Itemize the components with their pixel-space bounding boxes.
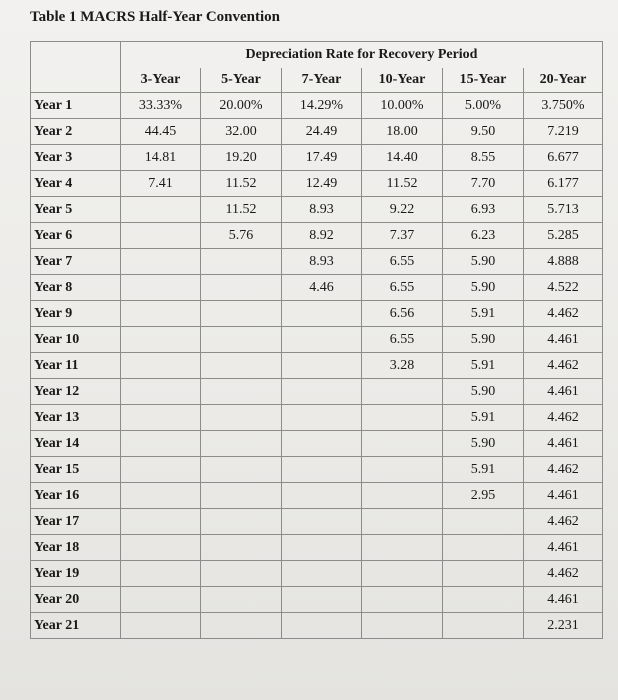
rate-cell: 6.55 (362, 249, 443, 275)
rate-cell: 5.90 (443, 275, 524, 301)
row-label: Year 15 (31, 457, 121, 483)
rate-cell (282, 353, 362, 379)
rate-cell: 5.76 (201, 223, 282, 249)
rate-cell: 6.23 (443, 223, 524, 249)
rate-cell (121, 613, 201, 639)
rate-cell: 7.219 (524, 119, 603, 145)
rate-cell: 4.462 (524, 301, 603, 327)
rate-cell: 7.37 (362, 223, 443, 249)
rate-cell (362, 535, 443, 561)
rate-cell (362, 587, 443, 613)
rate-cell (201, 457, 282, 483)
rate-cell: 6.55 (362, 275, 443, 301)
rate-cell (201, 405, 282, 431)
rate-cell: 14.40 (362, 145, 443, 171)
rate-cell (362, 483, 443, 509)
table-row (31, 171, 603, 197)
rate-cell: 14.81 (121, 145, 201, 171)
rate-cell: 32.00 (201, 119, 282, 145)
row-label: Year 6 (31, 223, 121, 249)
rate-cell (201, 509, 282, 535)
rate-cell (121, 457, 201, 483)
rate-cell (201, 483, 282, 509)
rate-cell: 4.461 (524, 587, 603, 613)
rate-cell: 24.49 (282, 119, 362, 145)
rate-cell: 8.93 (282, 197, 362, 223)
rate-cell (121, 431, 201, 457)
rate-cell: 20.00% (201, 93, 282, 119)
rate-cell: 4.462 (524, 457, 603, 483)
rate-cell: 6.93 (443, 197, 524, 223)
row-label: Year 9 (31, 301, 121, 327)
table-row (31, 561, 603, 587)
row-label: Year 3 (31, 145, 121, 171)
column-header-15-year: 15-Year (443, 68, 524, 93)
rate-cell: 11.52 (362, 171, 443, 197)
rate-cell (121, 353, 201, 379)
rate-cell (201, 587, 282, 613)
rate-cell: 2.95 (443, 483, 524, 509)
rate-cell (362, 457, 443, 483)
rate-cell: 7.41 (121, 171, 201, 197)
rate-cell (282, 457, 362, 483)
rate-cell (362, 509, 443, 535)
rate-cell (121, 561, 201, 587)
rate-cell: 5.91 (443, 301, 524, 327)
rate-cell (121, 405, 201, 431)
rate-cell (282, 587, 362, 613)
group-header: Depreciation Rate for Recovery Period (121, 42, 603, 69)
rate-cell: 7.70 (443, 171, 524, 197)
rate-cell (282, 509, 362, 535)
rate-cell: 4.46 (282, 275, 362, 301)
rate-cell (362, 405, 443, 431)
rate-cell (443, 587, 524, 613)
table-row (31, 327, 603, 353)
rate-cell (121, 197, 201, 223)
table-row (31, 431, 603, 457)
table-row (31, 509, 603, 535)
rate-cell: 9.50 (443, 119, 524, 145)
column-header-5-year: 5-Year (201, 68, 282, 93)
rate-cell: 4.461 (524, 431, 603, 457)
table-row (31, 275, 603, 301)
rate-cell: 5.91 (443, 353, 524, 379)
rate-cell (201, 249, 282, 275)
rate-cell: 8.55 (443, 145, 524, 171)
rate-cell: 5.90 (443, 249, 524, 275)
rate-cell (362, 561, 443, 587)
rate-cell (121, 535, 201, 561)
rate-cell (282, 613, 362, 639)
row-label: Year 21 (31, 613, 121, 639)
rate-cell (121, 301, 201, 327)
row-label: Year 2 (31, 119, 121, 145)
rate-cell (282, 379, 362, 405)
table-row (31, 301, 603, 327)
rate-cell (201, 379, 282, 405)
rate-cell: 5.90 (443, 327, 524, 353)
row-label: Year 10 (31, 327, 121, 353)
rate-cell (282, 327, 362, 353)
rate-cell: 9.22 (362, 197, 443, 223)
rate-cell: 4.462 (524, 509, 603, 535)
row-label: Year 7 (31, 249, 121, 275)
table-row (31, 93, 603, 119)
macrs-table (30, 41, 603, 639)
rate-cell (443, 613, 524, 639)
rate-cell (282, 405, 362, 431)
rate-cell: 44.45 (121, 119, 201, 145)
row-label: Year 4 (31, 171, 121, 197)
table-row (31, 249, 603, 275)
rate-cell (121, 483, 201, 509)
rate-cell: 11.52 (201, 171, 282, 197)
rate-cell (201, 613, 282, 639)
rate-cell (201, 561, 282, 587)
row-label: Year 17 (31, 509, 121, 535)
rate-cell (121, 587, 201, 613)
rate-cell: 6.56 (362, 301, 443, 327)
table-row (31, 613, 603, 639)
table-row (31, 535, 603, 561)
rate-cell (282, 483, 362, 509)
row-label: Year 12 (31, 379, 121, 405)
rate-cell: 19.20 (201, 145, 282, 171)
column-header-7-year: 7-Year (282, 68, 362, 93)
rate-cell (443, 535, 524, 561)
row-label: Year 20 (31, 587, 121, 613)
row-label: Year 16 (31, 483, 121, 509)
table-row (31, 223, 603, 249)
row-label: Year 14 (31, 431, 121, 457)
rate-cell (282, 561, 362, 587)
rate-cell: 4.461 (524, 535, 603, 561)
corner-cell (31, 42, 121, 93)
rate-cell: 4.462 (524, 561, 603, 587)
table-body (31, 93, 603, 639)
row-label: Year 1 (31, 93, 121, 119)
rate-cell: 6.55 (362, 327, 443, 353)
row-label: Year 11 (31, 353, 121, 379)
table-row (31, 405, 603, 431)
row-label: Year 18 (31, 535, 121, 561)
rate-cell (201, 431, 282, 457)
rate-cell (282, 431, 362, 457)
rate-cell (121, 275, 201, 301)
table-row (31, 145, 603, 171)
rate-cell: 5.91 (443, 405, 524, 431)
rate-cell: 18.00 (362, 119, 443, 145)
rate-cell: 6.177 (524, 171, 603, 197)
column-header-3-year: 3-Year (121, 68, 201, 93)
rate-cell: 4.522 (524, 275, 603, 301)
column-header-20-year: 20-Year (524, 68, 603, 93)
rate-cell: 8.92 (282, 223, 362, 249)
table-row (31, 457, 603, 483)
rate-cell: 3.750% (524, 93, 603, 119)
rate-cell: 5.00% (443, 93, 524, 119)
table-row (31, 379, 603, 405)
rate-cell (282, 535, 362, 561)
rate-cell (201, 327, 282, 353)
row-label: Year 13 (31, 405, 121, 431)
rate-cell: 2.231 (524, 613, 603, 639)
rate-cell: 4.888 (524, 249, 603, 275)
rate-cell: 17.49 (282, 145, 362, 171)
rate-cell (121, 223, 201, 249)
row-label: Year 8 (31, 275, 121, 301)
rate-cell: 6.677 (524, 145, 603, 171)
row-label: Year 19 (31, 561, 121, 587)
table-row (31, 483, 603, 509)
rate-cell: 4.462 (524, 405, 603, 431)
rate-cell (362, 431, 443, 457)
rate-cell (121, 249, 201, 275)
rate-cell: 5.91 (443, 457, 524, 483)
rate-cell: 5.90 (443, 431, 524, 457)
rate-cell: 5.90 (443, 379, 524, 405)
rate-cell (282, 301, 362, 327)
rate-cell: 4.461 (524, 379, 603, 405)
rate-cell (362, 613, 443, 639)
rate-cell: 5.285 (524, 223, 603, 249)
rate-cell (201, 353, 282, 379)
row-label: Year 5 (31, 197, 121, 223)
rate-cell (201, 301, 282, 327)
rate-cell (443, 561, 524, 587)
rate-cell: 8.93 (282, 249, 362, 275)
group-header-row (31, 42, 603, 69)
rate-cell: 4.461 (524, 483, 603, 509)
column-header-10-year: 10-Year (362, 68, 443, 93)
rate-cell: 4.462 (524, 353, 603, 379)
rate-cell (201, 275, 282, 301)
table-row (31, 587, 603, 613)
rate-cell: 4.461 (524, 327, 603, 353)
rate-cell (362, 379, 443, 405)
table-row (31, 353, 603, 379)
rate-cell (121, 379, 201, 405)
rate-cell: 14.29% (282, 93, 362, 119)
rate-cell: 33.33% (121, 93, 201, 119)
rate-cell: 3.28 (362, 353, 443, 379)
rate-cell: 5.713 (524, 197, 603, 223)
table-title: Table 1 MACRS Half-Year Convention (30, 9, 281, 25)
rate-cell (121, 509, 201, 535)
table-row (31, 197, 603, 223)
rate-cell (201, 535, 282, 561)
table-row (31, 119, 603, 145)
rate-cell (121, 327, 201, 353)
rate-cell: 11.52 (201, 197, 282, 223)
rate-cell: 12.49 (282, 171, 362, 197)
rate-cell (443, 509, 524, 535)
rate-cell: 10.00% (362, 93, 443, 119)
